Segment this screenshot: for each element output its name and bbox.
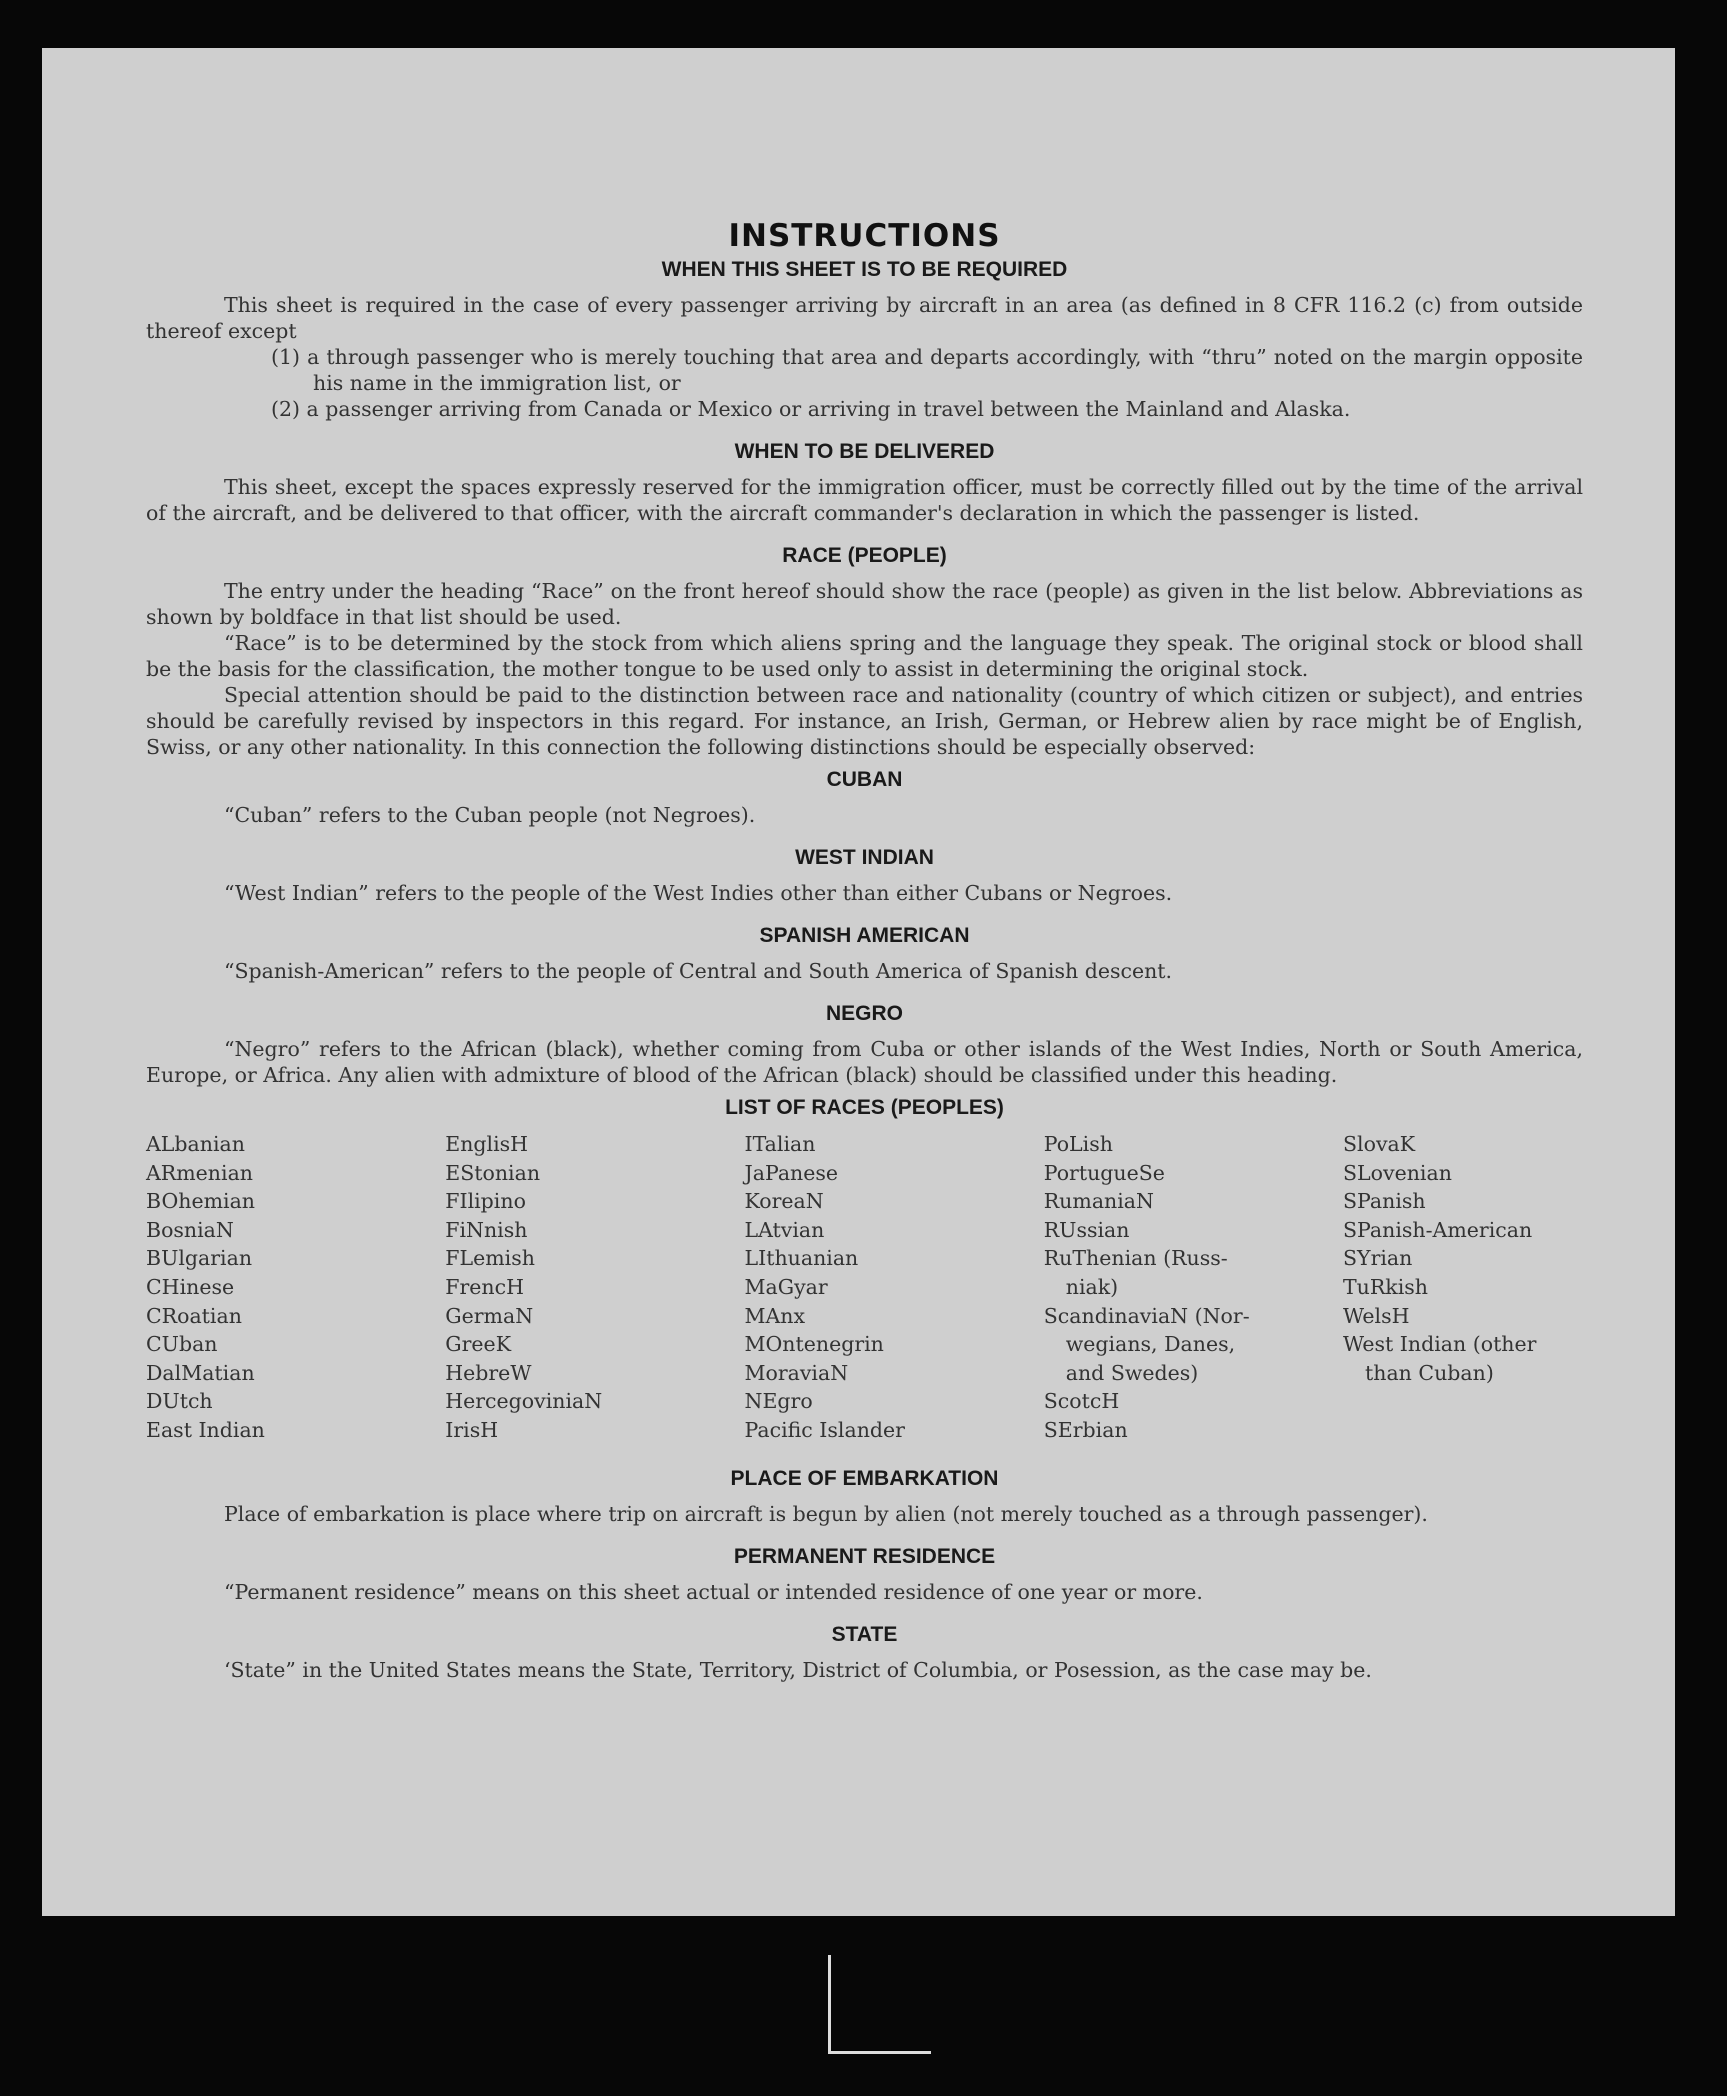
required-intro: This sheet is required in the case of every passenger arriving by aircraft in an area (as defined in 8 CFR 116.2 (c) from outside thereof except xyxy=(146,293,1583,343)
race-item: SPanish xyxy=(1343,1189,1426,1214)
race-item: East Indian xyxy=(146,1417,265,1442)
race-item: BOhemian xyxy=(146,1189,256,1214)
instructions-content xyxy=(146,168,1583,1683)
west-indian-text: “West Indian” refers to the people of the West Indies other than either Cubans or Negroes. xyxy=(224,881,1173,905)
race-item-continuation: and Swedes) xyxy=(1065,1360,1199,1385)
race-item: PortugueSe xyxy=(1043,1160,1165,1185)
race-item: JaPanese xyxy=(744,1160,839,1185)
race-item: CRoatian xyxy=(146,1303,242,1328)
race-item: DUtch xyxy=(146,1389,213,1414)
race-item: SErbian xyxy=(1043,1417,1128,1442)
races-column-2 xyxy=(445,1130,725,1445)
heading-negro: NEGRO xyxy=(825,1002,903,1025)
heading-state: STATE xyxy=(831,1622,898,1646)
heading-when-required: WHEN THIS SHEET IS TO BE REQUIRED xyxy=(661,258,1068,281)
cuban-text: “Cuban” refers to the Cuban people (not Negroes). xyxy=(224,803,756,827)
race-item-continuation: than Cuban) xyxy=(1365,1360,1494,1385)
page-title: INSTRUCTIONS xyxy=(728,218,1001,254)
spanish-american-text: “Spanish-American” refers to the people of Central and South America of Spanish descent. xyxy=(224,959,1173,983)
race-paragraph-1: The entry under the heading “Race” on the front hereof should show the race (people) as given in the list below. Abbreviations as shown by boldface in that list should be used. xyxy=(146,579,1583,629)
race-item: LIthuanian xyxy=(744,1246,859,1271)
race-item: TuRkish xyxy=(1343,1274,1429,1299)
race-item: WelsH xyxy=(1343,1303,1410,1328)
races-column-4 xyxy=(1044,1130,1324,1445)
race-item: ALbanian xyxy=(146,1132,245,1156)
heading-spanish-american: SPANISH AMERICAN xyxy=(759,924,970,947)
race-item: EnglisH xyxy=(445,1132,529,1156)
race-item: FrencH xyxy=(445,1274,524,1299)
race-paragraph-2: “Race” is to be determined by the stock from which aliens spring and the language they speak. The original stock or blood shall be the basis for the classification, the mother tongue to be used only to assist in determining the original stock. xyxy=(146,631,1583,681)
race-item: RUssian xyxy=(1043,1217,1130,1242)
scan-corner-mark xyxy=(828,1955,931,2054)
embarkation-text: Place of embarkation is place where trip on aircraft is begun by alien (not merely touched as a through passenger). xyxy=(224,1501,1428,1526)
races-column-1 xyxy=(146,1130,426,1445)
race-item: GreeK xyxy=(445,1332,512,1357)
race-item: GermaN xyxy=(445,1303,534,1328)
race-item: West Indian (other xyxy=(1343,1332,1537,1357)
race-item: RumaniaN xyxy=(1043,1189,1154,1214)
race-item: SPanish-American xyxy=(1343,1217,1533,1242)
race-item: ITalian xyxy=(744,1132,816,1156)
race-item: MOntenegrin xyxy=(744,1332,884,1357)
race-item: NEgro xyxy=(744,1389,813,1414)
race-item: RuThenian (Russ- xyxy=(1043,1246,1228,1271)
race-item-continuation: wegians, Danes, xyxy=(1065,1332,1236,1357)
race-item: MoraviaN xyxy=(744,1360,849,1385)
race-item: LAtvian xyxy=(744,1217,825,1242)
races-list xyxy=(146,1130,1583,1445)
race-item-continuation: niak) xyxy=(1065,1274,1119,1299)
race-item: HercegoviniaN xyxy=(445,1389,603,1414)
race-paragraph-3: Special attention should be paid to the distinction between race and nationality (country of which citizen or subject), and entries should be carefully revised by inspectors in this regard. For instance, an Irish, German, or Hebrew alien by race might be of English, Swiss, or any other nationality. In this connection the following distinctions should be especially observed: xyxy=(146,683,1583,759)
required-item-1: (1) a through passenger who is merely touching that area and departs accordingly, with “thru” noted on the margin opposite his name in the immigration list, or xyxy=(271,345,1583,395)
race-item: MAnx xyxy=(744,1303,806,1328)
race-item: BosniaN xyxy=(146,1217,234,1242)
delivered-text: This sheet, except the spaces expressly reserved for the immigration officer, must be correctly filled out by the time of the arrival of the aircraft, and be delivered to that officer, with the aircraft commander's declaration in which the passenger is listed. xyxy=(146,475,1583,525)
race-item: BUlgarian xyxy=(146,1246,253,1271)
race-item: EStonian xyxy=(445,1160,541,1185)
races-column-5 xyxy=(1343,1130,1583,1445)
race-item: Pacific Islander xyxy=(744,1417,905,1442)
race-item: CUban xyxy=(146,1332,218,1357)
heading-list-of-races: LIST OF RACES (PEOPLES) xyxy=(725,1096,1004,1119)
heading-permanent-residence: PERMANENT RESIDENCE xyxy=(733,1544,996,1568)
race-item: FLemish xyxy=(445,1246,535,1271)
state-text: ‘State” in the United States means the State, Territory, District of Columbia, or Posession, as the case may be. xyxy=(224,1657,1372,1682)
race-item: FIlipino xyxy=(445,1189,526,1214)
race-item: ScotcH xyxy=(1043,1389,1120,1414)
heading-place-of-embarkation: PLACE OF EMBARKATION xyxy=(730,1466,999,1490)
race-item: FiNnish xyxy=(445,1217,528,1242)
race-item: HebreW xyxy=(445,1360,532,1385)
heading-race: RACE (PEOPLE) xyxy=(782,544,947,567)
race-item: SYrian xyxy=(1343,1246,1413,1271)
race-item: DalMatian xyxy=(146,1360,255,1385)
race-item: SLovenian xyxy=(1343,1160,1452,1185)
race-item: KoreaN xyxy=(744,1189,824,1214)
negro-text: “Negro” refers to the African (black), whether coming from Cuba or other islands of the West Indies, North or South America, Europe, or Africa. Any alien with admixture of blood of the African (black) should be classified under this heading. xyxy=(146,1037,1583,1087)
document-sheet xyxy=(42,48,1675,1916)
heading-cuban: CUBAN xyxy=(826,768,903,791)
heading-west-indian: WEST INDIAN xyxy=(795,846,934,869)
race-item: ScandinaviaN (Nor- xyxy=(1043,1303,1250,1328)
required-item-2: (2) a passenger arriving from Canada or Mexico or arriving in travel between the Mainland and Alaska. xyxy=(271,397,1351,421)
race-item: CHinese xyxy=(146,1274,235,1299)
race-item: IrisH xyxy=(445,1417,499,1442)
race-item: SlovaK xyxy=(1343,1132,1416,1156)
race-item: MaGyar xyxy=(744,1274,828,1299)
race-item: PoLish xyxy=(1043,1132,1113,1156)
heading-when-delivered: WHEN TO BE DELIVERED xyxy=(734,440,995,463)
race-item: ARmenian xyxy=(146,1160,253,1185)
residence-text: “Permanent residence” means on this sheet actual or intended residence of one year or more. xyxy=(224,1579,1203,1604)
races-column-3 xyxy=(745,1130,1025,1445)
